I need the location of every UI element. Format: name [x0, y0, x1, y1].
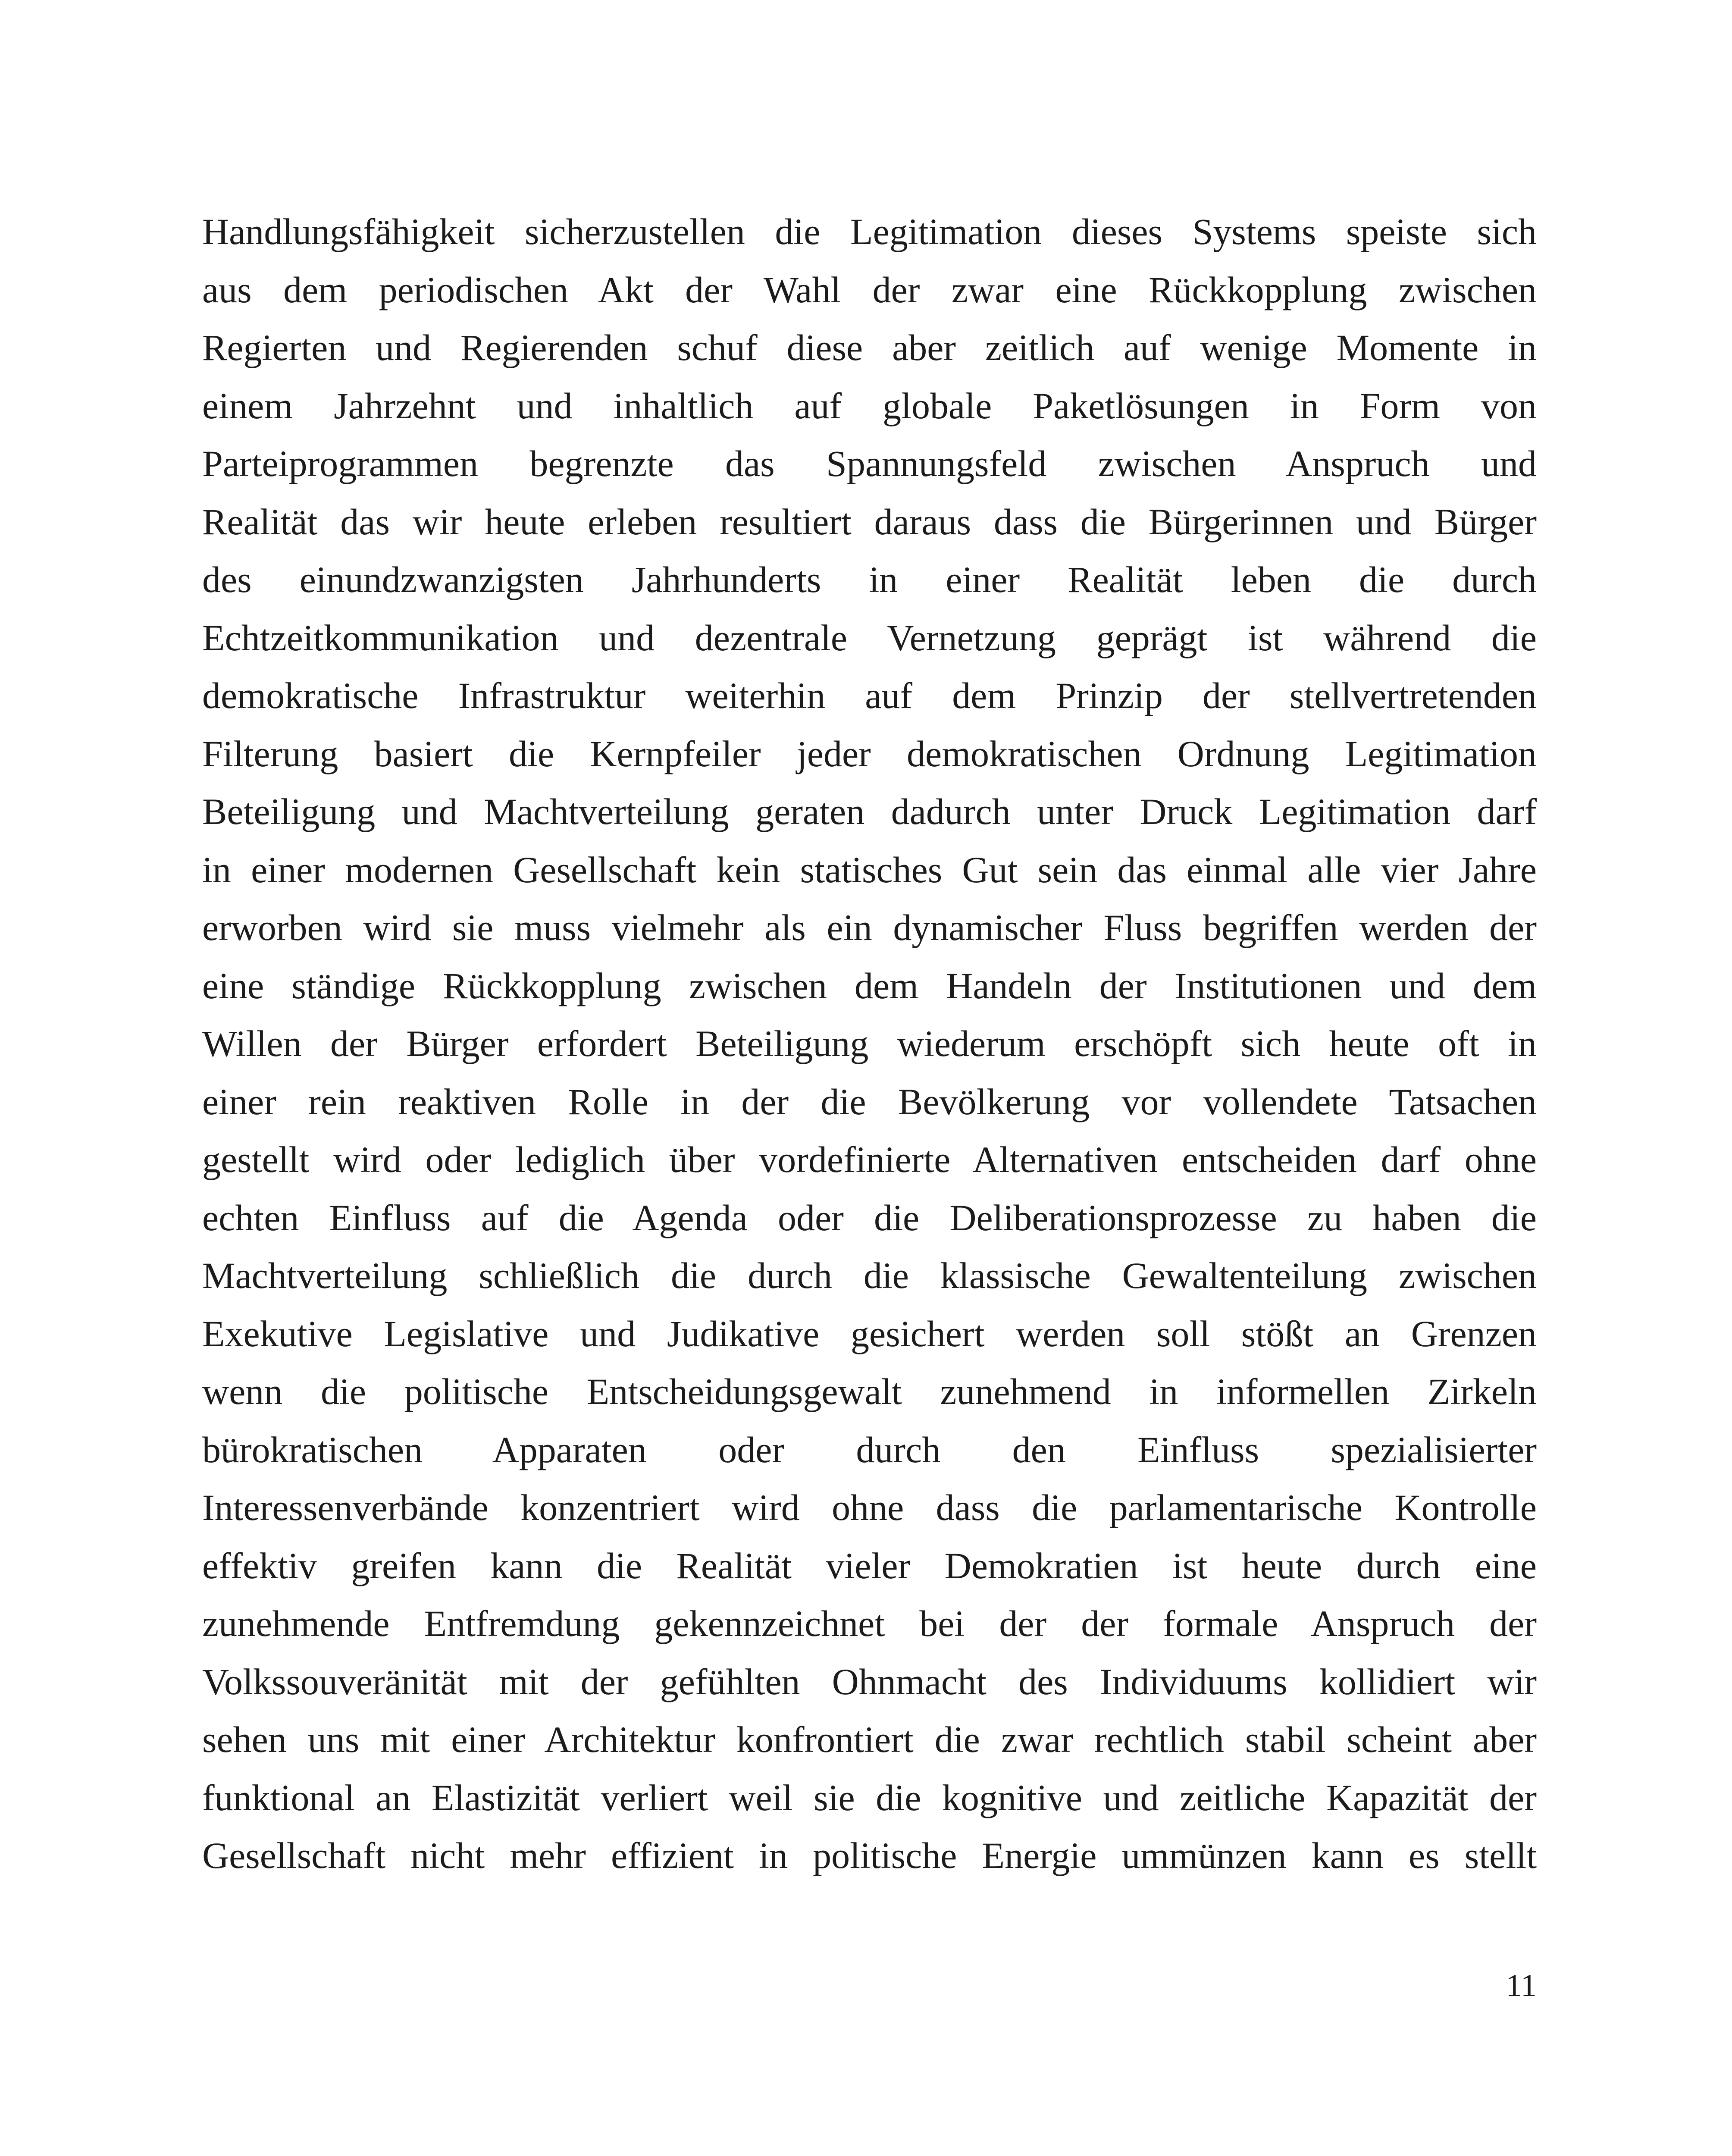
- text-line: Beteiligung und Machtverteilung geraten dadurch unter Druck Legitimation darf: [202, 791, 1537, 832]
- text-line: in einer modernen Gesellschaft kein statisches Gut sein das einmal alle vier Jahre: [202, 849, 1537, 890]
- text-line: bürokratischen Apparaten oder durch den Einfluss spezialisierter: [202, 1429, 1537, 1470]
- text-line: Parteiprogrammen begrenzte das Spannungsfeld zwischen Anspruch und: [202, 443, 1537, 484]
- text-line: funktional an Elastizität verliert weil sie die kognitive und zeitliche Kapazität der: [202, 1777, 1537, 1818]
- text-line: echten Einfluss auf die Agenda oder die Deliberationsprozesse zu haben die: [202, 1197, 1537, 1238]
- text-line: Interessenverbände konzentriert wird ohne dass die parlamentarische Kontrolle: [202, 1487, 1537, 1528]
- body-paragraph: [202, 203, 1537, 1885]
- text-line: Regierten und Regierenden schuf diese aber zeitlich auf wenige Momente in: [202, 327, 1537, 368]
- text-line: zunehmende Entfremdung gekennzeichnet bei der der formale Anspruch der: [202, 1603, 1537, 1644]
- page-number: 11: [1506, 1968, 1537, 2003]
- text-line: einem Jahrzehnt und inhaltlich auf globale Paketlösungen in Form von: [202, 385, 1537, 426]
- text-line: des einundzwanzigsten Jahrhunderts in einer Realität leben die durch: [202, 559, 1537, 600]
- text-line: effektiv greifen kann die Realität vieler Demokratien ist heute durch eine: [202, 1545, 1537, 1586]
- text-line: Realität das wir heute erleben resultiert daraus dass die Bürgerinnen und Bürger: [202, 501, 1537, 542]
- text-line: aus dem periodischen Akt der Wahl der zwar eine Rückkopplung zwischen: [202, 269, 1537, 310]
- text-line: demokratische Infrastruktur weiterhin auf dem Prinzip der stellvertretenden: [202, 675, 1537, 716]
- text-line: wenn die politische Entscheidungsgewalt zunehmend in informellen Zirkeln: [202, 1371, 1537, 1412]
- text-line: Handlungsfähigkeit sicherzustellen die Legitimation dieses Systems speiste sich: [202, 211, 1537, 252]
- text-line: einer rein reaktiven Rolle in der die Bevölkerung vor vollendete Tatsachen: [202, 1081, 1537, 1122]
- text-line: Filterung basiert die Kernpfeiler jeder demokratischen Ordnung Legitimation: [202, 733, 1537, 774]
- text-line: Machtverteilung schließlich die durch die klassische Gewaltenteilung zwischen: [202, 1255, 1537, 1296]
- text-line: sehen uns mit einer Architektur konfrontiert die zwar rechtlich stabil scheint aber: [202, 1719, 1537, 1760]
- text-line: gestellt wird oder lediglich über vordefinierte Alternativen entscheiden darf ohne: [202, 1139, 1537, 1180]
- text-line: Willen der Bürger erfordert Beteiligung wiederum erschöpft sich heute oft in: [202, 1023, 1537, 1064]
- text-line: Gesellschaft nicht mehr effizient in politische Energie ummünzen kann es stellt: [202, 1835, 1537, 1876]
- text-line: Exekutive Legislative und Judikative gesichert werden soll stößt an Grenzen: [202, 1313, 1537, 1354]
- text-line: Echtzeitkommunikation und dezentrale Vernetzung geprägt ist während die: [202, 617, 1537, 658]
- text-line: eine ständige Rückkopplung zwischen dem Handeln der Institutionen und dem: [202, 965, 1537, 1006]
- text-line: Volkssouveränität mit der gefühlten Ohnmacht des Individuums kollidiert wir: [202, 1661, 1537, 1702]
- text-line: erworben wird sie muss vielmehr als ein dynamischer Fluss begriffen werden der: [202, 907, 1537, 948]
